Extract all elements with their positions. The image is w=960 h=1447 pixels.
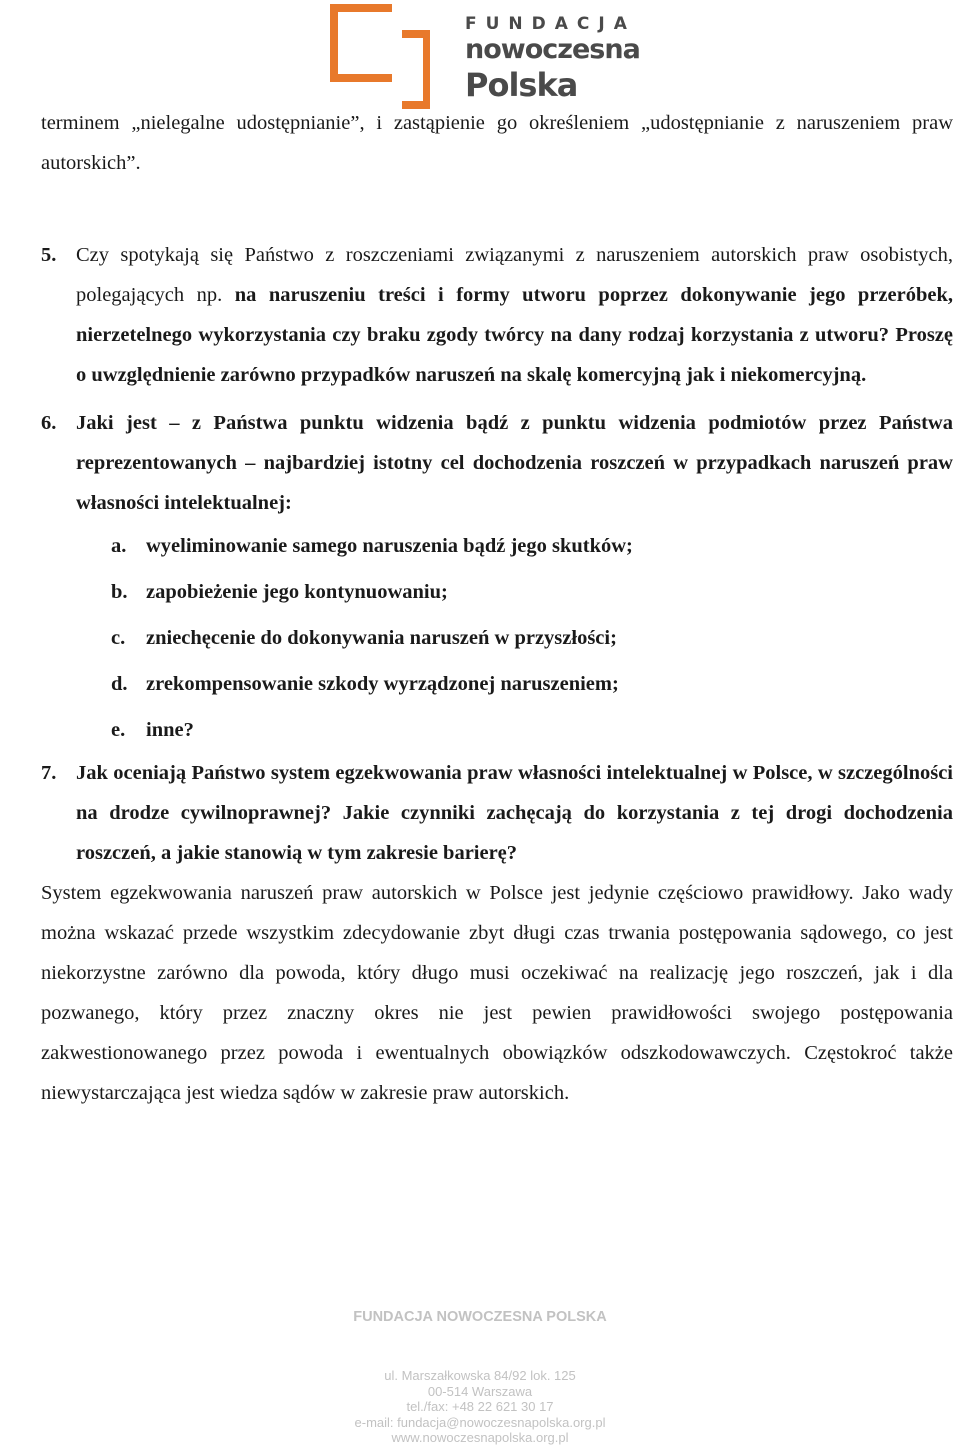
question-7-text: Jak oceniają Państwo system egzekwowania praw własności intelektualnej w Polsce, w szczególności na drodze cywilnoprawnej? Jakie czynniki zachęcają do korzystania z tej drogi dochodzenia roszczeń, a jakie stanowią w tym zakresie barierę?	[76, 762, 953, 864]
option-text: zrekompensowanie szkody wyrządzonej naruszeniem;	[146, 673, 619, 695]
logo-text-fundacja: FUNDACJA	[465, 14, 636, 34]
document-body	[41, 103, 953, 1113]
logo-text-polska: Polska	[465, 66, 578, 104]
question-number: 7.	[41, 762, 57, 784]
question-5	[41, 235, 953, 395]
option-a	[41, 523, 953, 569]
option-letter: b.	[111, 581, 128, 603]
question-6	[41, 403, 953, 523]
footer-phone: tel./fax: +48 22 621 30 17	[406, 1399, 554, 1414]
footer-email: e-mail: fundacja@nowoczesnapolska.org.pl	[354, 1414, 606, 1430]
option-d	[41, 661, 953, 707]
question-5-text: na naruszeniu treści i formy utworu poprzez dokonywanie jego przeróbek, nierzetelnego wykorzystania czy braku zgody twórcy na dany rodzaj korzystania z utworu? Proszę o uwzględnienie zarówno przypadków naruszeń na skalę komercyjną jak i niekomercyjną.	[76, 284, 953, 386]
option-letter: e.	[111, 719, 126, 741]
footer-website: www.nowoczesnapolska.org.pl	[391, 1430, 569, 1445]
logo-bracket-icon	[330, 4, 430, 109]
option-text: inne?	[146, 719, 194, 741]
question-6-text: Jaki jest – z Państwa punktu widzenia bądź z punktu widzenia podmiotów przez Państwa reprezentowanych – najbardziej istotny cel dochodzenia roszczeń w przypadkach naruszeń praw własności intelektualnej:	[76, 412, 953, 514]
foundation-logo	[330, 4, 640, 109]
footer-address: ul. Marszałkowska 84/92 lok. 125	[384, 1368, 576, 1383]
option-c	[41, 615, 953, 661]
footer-contact	[0, 1368, 960, 1446]
footer-postal-code: 00-514 Warszawa	[427, 1383, 533, 1399]
answer-paragraph: System egzekwowania naruszeń praw autorskich w Polsce jest jedynie częściowo prawidłowy. Jako wady można wskazać przede wszystkim zdecydowanie zbyt długi czas trwania postępowania sądowego, co jest niekorzystne zarówno dla powoda, który długo musi oczekiwać na realizację jego roszczeń, jak i dla pozwanego, który przez znaczny okres nie jest pewien prawidłowości swojego postępowania zakwestionowanego przez powoda i ewentualnych obowiązków odszkodowawczych. Częstokroć także niewystarczająca jest wiedza sądów w zakresie praw autorskich.	[41, 882, 953, 1104]
question-5-lead: Czy spotykają się Państwo z roszczeniami związanymi z naruszeniem autorskich praw osobistych, polegających np.	[76, 244, 953, 306]
option-text: zniechęcenie do dokonywania naruszeń w przyszłości;	[146, 627, 617, 649]
footer-org-name: FUNDACJA NOWOCZESNA POLSKA	[353, 1309, 607, 1325]
option-text: wyeliminowanie samego naruszenia bądź jego skutków;	[146, 535, 633, 557]
intro-paragraph: terminem „nielegalne udostępnianie”, i zastąpienie go określeniem „udostępnianie z naruszeniem praw autorskich”.	[41, 112, 953, 174]
option-text: zapobieżenie jego kontynuowaniu;	[146, 581, 448, 603]
option-letter: a.	[111, 535, 127, 557]
option-e	[41, 707, 953, 753]
logo-text-nowoczesna: nowoczesna	[465, 34, 640, 65]
option-letter: c.	[111, 627, 126, 649]
question-7	[41, 753, 953, 873]
question-number: 5.	[41, 244, 57, 266]
option-letter: d.	[111, 673, 128, 695]
question-number: 6.	[41, 412, 57, 434]
option-b	[41, 569, 953, 615]
